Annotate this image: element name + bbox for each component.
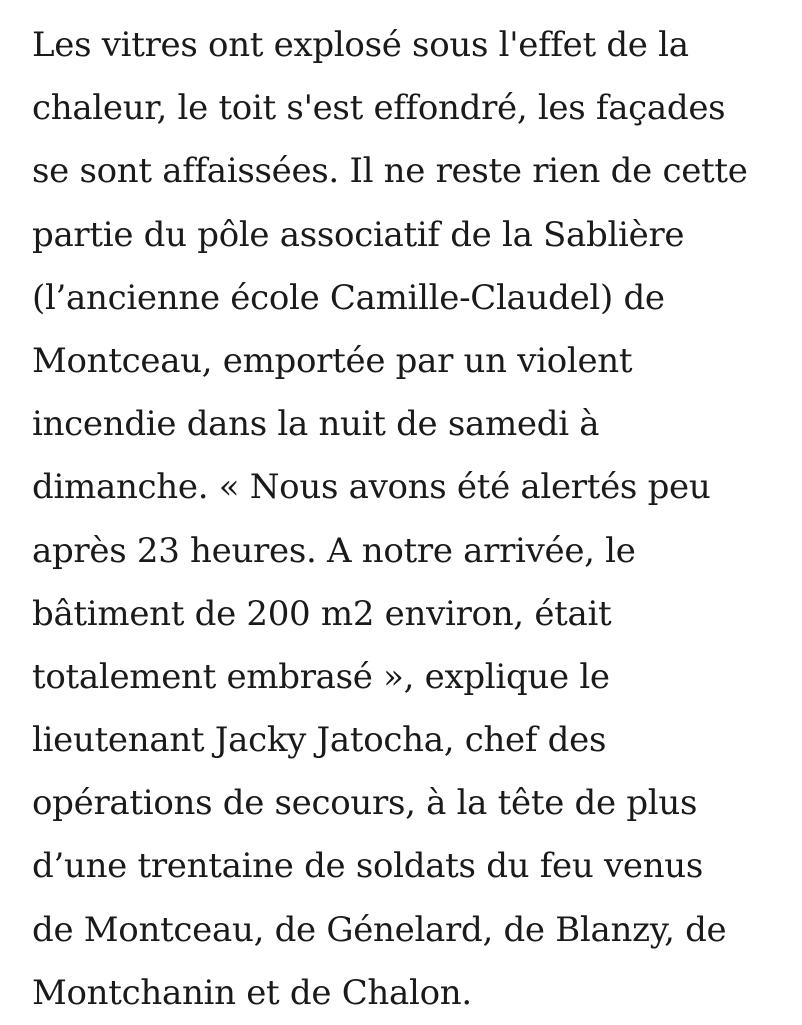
paragraph-line: bâtiment de 200 m2 environ, était: [32, 593, 612, 634]
paragraph-line: dimanche. « Nous avons été alertés peu: [32, 467, 711, 508]
paragraph-line: incendie dans la nuit de samedi à: [32, 404, 600, 445]
paragraph-line: d’une trentaine de soldats du feu venus: [32, 846, 704, 887]
article-paragraph: [32, 0, 792, 1025]
paragraph-line: après 23 heures. A notre arrivée, le: [32, 530, 636, 571]
paragraph-line: lieutenant Jacky Jatocha, chef des: [32, 720, 607, 761]
paragraph-line: se sont affaissées. Il ne reste rien de cette: [32, 151, 748, 192]
paragraph-line: chaleur, le toit s'est effondré, les façades: [32, 88, 726, 129]
paragraph-line: Montchanin et de Chalon.: [32, 972, 472, 1013]
paragraph-line: (l’ancienne école Camille-Claudel) de: [32, 277, 665, 318]
paragraph-line: Les vitres ont explosé sous l'effet de la: [32, 25, 689, 65]
paragraph-line: de Montceau, de Génelard, de Blanzy, de: [32, 909, 727, 950]
paragraph-line: partie du pôle associatif de la Sablière: [32, 214, 685, 255]
paragraph-line: Montceau, emportée par un violent: [32, 340, 633, 381]
paragraph-line: opérations de secours, à la tête de plus: [32, 783, 698, 824]
paragraph-line: totalement embrasé », explique le: [32, 656, 610, 697]
